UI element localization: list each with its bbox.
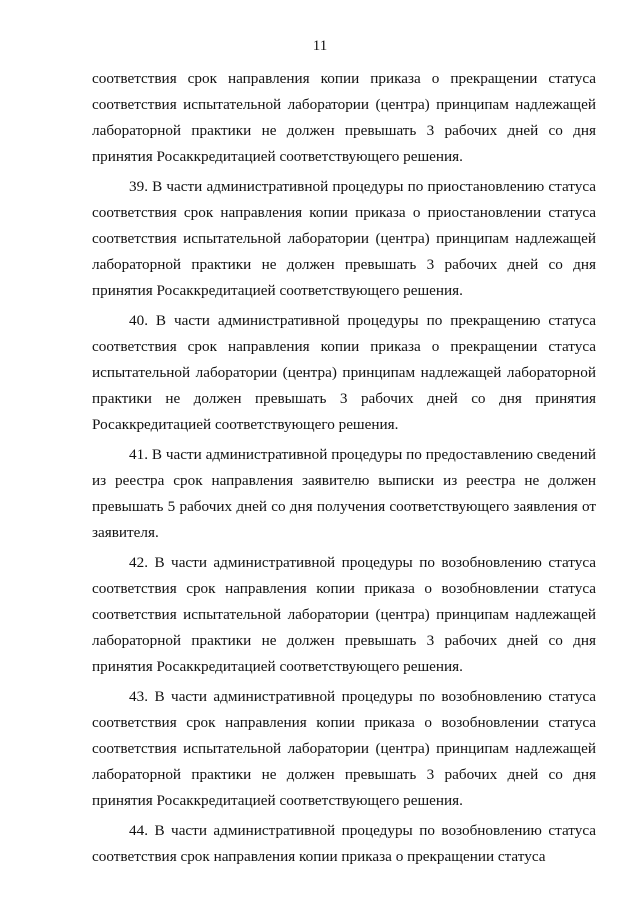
paragraph-42: 42. В части административной процедуры по возобновлению статуса соответствия срок направления копии приказа о возобновлении статуса соответствия испытательной лаборатории (центра) принципам надлежащей лабораторной практики не должен превышать 3 рабочих дней со дня принятия Росаккредитацией соответствующего решения. — [92, 554, 596, 675]
paragraph-continuation: соответствия срок направления копии приказа о прекращении статуса соответствия испытательной лаборатории (центра) принципам надлежащей лабораторной практики не должен превышать 3 рабочих дней со дня принятия Росаккредитацией соответствующего решения. — [92, 70, 596, 165]
paragraph-41: 41. В части административной процедуры по предоставлению сведений из реестра срок направления заявителю выписки из реестра не должен превышать 5 рабочих дней со дня получения соответствующего заявления от заявителя. — [92, 446, 596, 541]
paragraph-40: 40. В части административной процедуры по прекращению статуса соответствия срок направления копии приказа о прекращении статуса испытательной лаборатории (центра) принципам надлежащей лабораторной практики не должен превышать 3 рабочих дней со дня принятия Росаккредитацией соответствующего решения. — [92, 312, 596, 433]
paragraph-44: 44. В части административной процедуры по возобновлению статуса соответствия срок направления копии приказа о прекращении статуса — [92, 822, 596, 865]
paragraph-39: 39. В части административной процедуры по приостановлению статуса соответствия срок направления копии приказа о приостановлении статуса соответствия испытательной лаборатории (центра) принципам надлежащей лабораторной практики не должен превышать 3 рабочих дней со дня принятия Росаккредитацией соответствующего решения. — [92, 178, 596, 299]
page-number: 11 — [312, 38, 328, 54]
document-body — [92, 66, 596, 874]
paragraph-43: 43. В части административной процедуры по возобновлению статуса соответствия срок направления копии приказа о возобновлении статуса соответствия испытательной лаборатории (центра) принципам надлежащей лабораторной практики не должен превышать 3 рабочих дней со дня принятия Росаккредитацией соответствующего решения. — [92, 688, 596, 809]
